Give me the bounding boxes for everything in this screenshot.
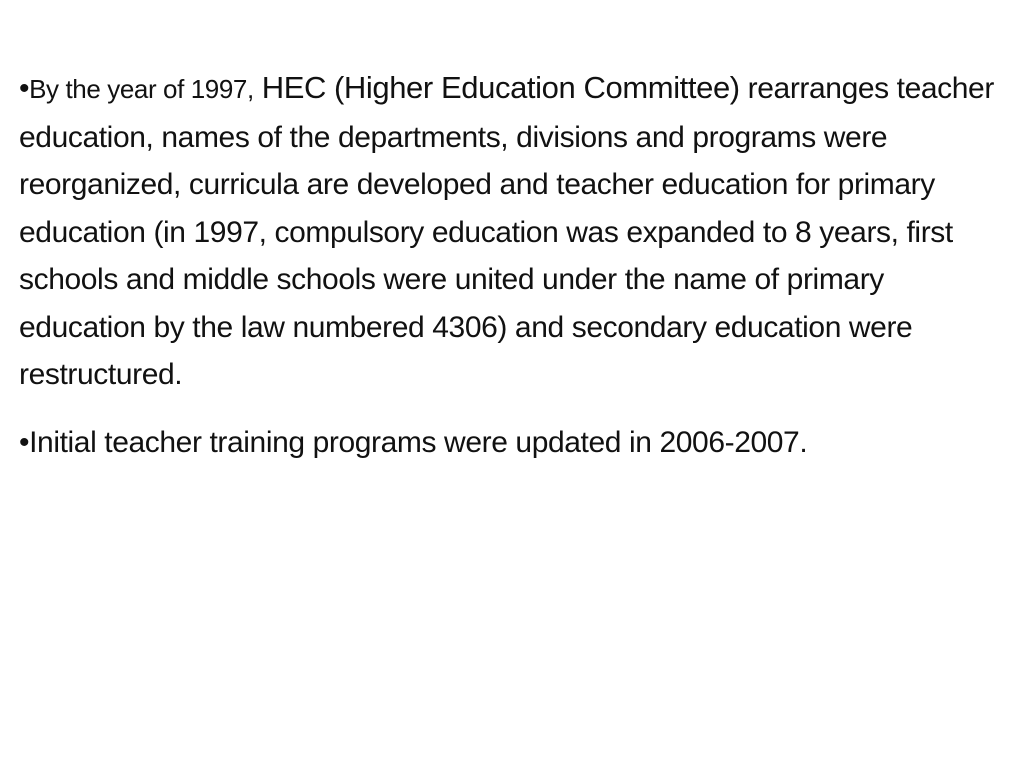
bullet-2-body: Initial teacher training programs were updated in 2006-2007. [29, 425, 808, 459]
bullet-1-lead: By the year of 1997, [29, 74, 254, 104]
slide-content [19, 64, 1009, 466]
bullet-1-marker: • [19, 72, 30, 105]
bullet-paragraph-1 [19, 64, 1009, 399]
bullet-1-acronym-expansion: (Higher Education Committee) [333, 70, 740, 105]
bullet-2-marker: • [19, 425, 30, 459]
bullet-1-acronym: HEC [261, 70, 327, 105]
bullet-paragraph-2 [19, 419, 1009, 467]
bullet-1-body: rearranges teacher education, names of the departments, divisions and programs were reorganized, curricula are developed and teacher education for primary education (in 1997, compulsory education was expanded to 8 years, first schools and middle schools were united under the name of primary education by the law numbered 4306) and secondary education were restructured. [19, 72, 994, 391]
